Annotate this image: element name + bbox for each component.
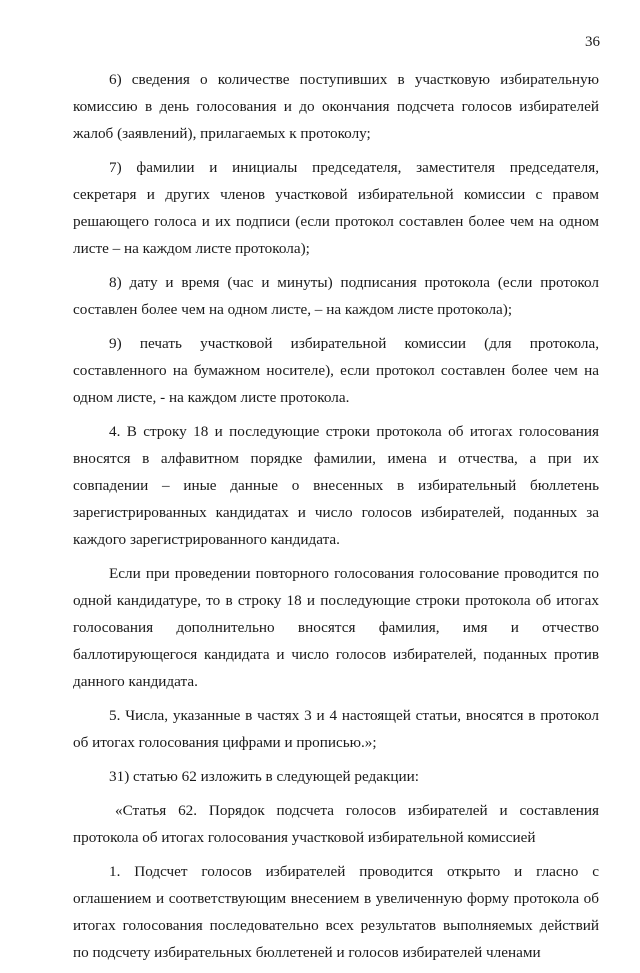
paragraph-item-6: 6) сведения о количестве поступивших в участковую избирательную комиссию в день голосования и до окончания подсчета голосов избирателей жалоб (заявлений), прилагаемых к протоколу; [73, 71, 599, 142]
article-62-heading: «Статья 62. Порядок подсчета голосов избирателей и составления протокола об итогах голосования участковой избирательной комиссией [73, 802, 599, 846]
document-body [73, 66, 599, 973]
page-number: 36 [585, 34, 600, 50]
paragraph-repeat-voting: Если при проведении повторного голосования голосование проводится по одной кандидатуре, то в строку 18 и последующие строки протокола об итогах голосования дополнительно вносятся фамилия, имя и отчество баллотирующегося кандидата и число голосов избирателей, поданных против данного кандидата. [73, 565, 599, 690]
paragraph-item-7: 7) фамилии и инициалы председателя, заместителя председателя, секретаря и других членов участковой избирательной комиссии с правом решающего голоса и их подписи (если протокол составлен более чем на одном листе – на каждом листе протокола); [73, 159, 599, 257]
paragraph-part-5: 5. Числа, указанные в частях 3 и 4 настоящей статьи, вносятся в протокол об итогах голосования цифрами и прописью.»; [73, 707, 599, 751]
paragraph-item-31: 31) статью 62 изложить в следующей редакции: [109, 768, 419, 785]
paragraph-part-4: 4. В строку 18 и последующие строки протокола об итогах голосования вносятся в алфавитном порядке фамилии, имена и отчества, а при их совпадении – иные данные о внесенных в избирательный бюллетень зарегистрированных кандидатах и число голосов избирателей, поданных за каждого зарегистрированного кандидата. [73, 423, 599, 548]
paragraph-item-9: 9) печать участковой избирательной комиссии (для протокола, составленного на бумажном носителе), если протокол составлен более чем на одном листе, - на каждом листе протокола. [73, 335, 599, 406]
article-62-part-1: 1. Подсчет голосов избирателей проводится открыто и гласно с оглашением и соответствующим внесением в увеличенную форму протокола об итогах голосования последовательно всех результатов выполняемых действий по подсчету избирательных бюллетеней и голосов избирателей членами [73, 863, 599, 961]
paragraph-item-8: 8) дату и время (час и минуты) подписания протокола (если протокол составлен более чем на одном листе, – на каждом листе протокола); [73, 274, 599, 318]
